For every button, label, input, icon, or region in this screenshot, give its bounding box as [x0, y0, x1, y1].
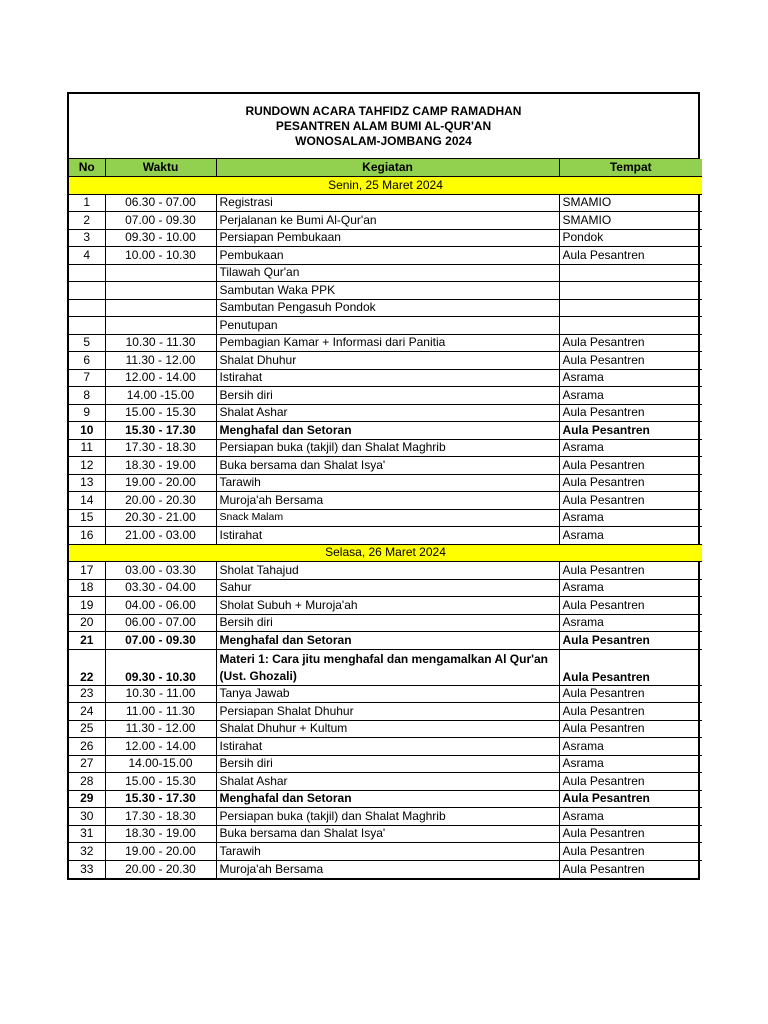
cell-waktu: 10.30 - 11.00 — [105, 685, 216, 703]
cell-no: 30 — [69, 808, 105, 826]
cell-no: 12 — [69, 457, 105, 475]
cell-no: 11 — [69, 439, 105, 457]
cell-tempat: Aula Pesantren — [559, 649, 702, 685]
cell-tempat: Aula Pesantren — [559, 404, 702, 422]
cell-waktu: 09.30 - 10.30 — [105, 649, 216, 685]
cell-kegiatan: Tarawih — [216, 843, 559, 861]
title-block — [69, 94, 698, 159]
table-row — [69, 703, 702, 721]
cell-kegiatan: Menghafal dan Setoran — [216, 790, 559, 808]
cell-waktu — [105, 264, 216, 282]
cell-tempat: Aula Pesantren — [559, 492, 702, 510]
cell-waktu: 06.30 - 07.00 — [105, 194, 216, 212]
table-row — [69, 808, 702, 826]
cell-kegiatan: Shalat Ashar — [216, 404, 559, 422]
cell-kegiatan: Sholat Tahajud — [216, 562, 559, 580]
table-row — [69, 194, 702, 212]
day-label: Selasa, 26 Maret 2024 — [69, 544, 702, 562]
cell-waktu: 11.30 - 12.00 — [105, 352, 216, 370]
cell-no: 32 — [69, 843, 105, 861]
cell-no: 9 — [69, 404, 105, 422]
cell-tempat: Aula Pesantren — [559, 422, 702, 440]
table-row — [69, 387, 702, 405]
table-row — [69, 282, 702, 300]
cell-no: 19 — [69, 597, 105, 615]
cell-waktu: 15.30 - 17.30 — [105, 790, 216, 808]
cell-tempat: Asrama — [559, 614, 702, 632]
cell-waktu: 15.00 - 15.30 — [105, 773, 216, 791]
cell-no: 25 — [69, 720, 105, 738]
cell-no: 26 — [69, 738, 105, 756]
cell-kegiatan: Tilawah Qur'an — [216, 264, 559, 282]
table-row — [69, 247, 702, 265]
cell-waktu: 03.00 - 03.30 — [105, 562, 216, 580]
table-row — [69, 597, 702, 615]
cell-no: 18 — [69, 579, 105, 597]
cell-tempat: Aula Pesantren — [559, 720, 702, 738]
cell-kegiatan: Menghafal dan Setoran — [216, 422, 559, 440]
cell-no: 4 — [69, 247, 105, 265]
cell-tempat: SMAMIO — [559, 212, 702, 230]
cell-tempat: Aula Pesantren — [559, 457, 702, 475]
cell-no: 1 — [69, 194, 105, 212]
header-no: No — [69, 159, 105, 177]
cell-kegiatan: Buka bersama dan Shalat Isya' — [216, 825, 559, 843]
cell-kegiatan: Muroja'ah Bersama — [216, 492, 559, 510]
cell-kegiatan: Bersih diri — [216, 387, 559, 405]
cell-kegiatan: Muroja'ah Bersama — [216, 860, 559, 878]
cell-waktu: 04.00 - 06.00 — [105, 597, 216, 615]
cell-no: 6 — [69, 352, 105, 370]
table-row — [69, 790, 702, 808]
cell-no: 31 — [69, 825, 105, 843]
table-row — [69, 649, 702, 685]
table-row — [69, 212, 702, 230]
cell-waktu: 12.00 - 14.00 — [105, 738, 216, 756]
cell-waktu: 20.30 - 21.00 — [105, 509, 216, 527]
table-row — [69, 562, 702, 580]
table-row — [69, 509, 702, 527]
cell-kegiatan: Istirahat — [216, 738, 559, 756]
table-row — [69, 352, 702, 370]
cell-tempat: Aula Pesantren — [559, 685, 702, 703]
cell-tempat: Aula Pesantren — [559, 597, 702, 615]
cell-tempat: Asrama — [559, 738, 702, 756]
cell-kegiatan: Pembagian Kamar + Informasi dari Panitia — [216, 334, 559, 352]
cell-waktu — [105, 299, 216, 317]
cell-no: 24 — [69, 703, 105, 721]
cell-no: 13 — [69, 474, 105, 492]
cell-no: 3 — [69, 229, 105, 247]
header-tempat: Tempat — [559, 159, 702, 177]
cell-no: 8 — [69, 387, 105, 405]
cell-waktu: 03.30 - 04.00 — [105, 579, 216, 597]
table-row — [69, 439, 702, 457]
cell-no — [69, 264, 105, 282]
cell-no: 27 — [69, 755, 105, 773]
table-row — [69, 299, 702, 317]
cell-no — [69, 317, 105, 335]
cell-tempat: Aula Pesantren — [559, 773, 702, 791]
table-row — [69, 579, 702, 597]
cell-waktu: 07.00 - 09.30 — [105, 632, 216, 650]
cell-tempat: Aula Pesantren — [559, 843, 702, 861]
cell-no: 10 — [69, 422, 105, 440]
cell-tempat: Asrama — [559, 387, 702, 405]
cell-waktu — [105, 317, 216, 335]
cell-no: 22 — [69, 649, 105, 685]
table-row — [69, 404, 702, 422]
cell-waktu: 14.00-15.00 — [105, 755, 216, 773]
cell-kegiatan: Sambutan Waka PPK — [216, 282, 559, 300]
header-waktu: Waktu — [105, 159, 216, 177]
cell-kegiatan: Snack Malam — [216, 509, 559, 527]
header-row — [69, 159, 702, 177]
cell-tempat: Aula Pesantren — [559, 474, 702, 492]
cell-no: 5 — [69, 334, 105, 352]
cell-no: 14 — [69, 492, 105, 510]
cell-waktu: 14.00 -15.00 — [105, 387, 216, 405]
cell-kegiatan: Persiapan Pembukaan — [216, 229, 559, 247]
cell-tempat — [559, 282, 702, 300]
cell-kegiatan: Persiapan buka (takjil) dan Shalat Maghrib — [216, 808, 559, 826]
cell-tempat: Aula Pesantren — [559, 352, 702, 370]
cell-no: 21 — [69, 632, 105, 650]
cell-tempat: Asrama — [559, 369, 702, 387]
cell-kegiatan: Sahur — [216, 579, 559, 597]
table-row — [69, 474, 702, 492]
cell-waktu: 09.30 - 10.00 — [105, 229, 216, 247]
cell-tempat: Asrama — [559, 439, 702, 457]
table-row — [69, 334, 702, 352]
cell-kegiatan: Bersih diri — [216, 614, 559, 632]
cell-waktu: 15.00 - 15.30 — [105, 404, 216, 422]
cell-tempat: Aula Pesantren — [559, 247, 702, 265]
day-header-row — [69, 177, 702, 195]
cell-kegiatan: Sambutan Pengasuh Pondok — [216, 299, 559, 317]
cell-no: 17 — [69, 562, 105, 580]
cell-waktu: 11.00 - 11.30 — [105, 703, 216, 721]
cell-kegiatan: Istirahat — [216, 527, 559, 545]
cell-tempat: Aula Pesantren — [559, 562, 702, 580]
cell-kegiatan: Persiapan Shalat Dhuhur — [216, 703, 559, 721]
cell-no: 7 — [69, 369, 105, 387]
cell-kegiatan: Bersih diri — [216, 755, 559, 773]
cell-waktu: 15.30 - 17.30 — [105, 422, 216, 440]
cell-kegiatan: Tarawih — [216, 474, 559, 492]
cell-waktu: 18.30 - 19.00 — [105, 457, 216, 475]
cell-tempat: Pondok — [559, 229, 702, 247]
cell-kegiatan: Shalat Dhuhur + Kultum — [216, 720, 559, 738]
cell-tempat — [559, 317, 702, 335]
cell-tempat: Aula Pesantren — [559, 825, 702, 843]
cell-kegiatan: Shalat Dhuhur — [216, 352, 559, 370]
cell-tempat — [559, 299, 702, 317]
title-line-2: PESANTREN ALAM BUMI AL-QUR'AN — [275, 118, 492, 133]
table-row — [69, 317, 702, 335]
title-line-3: WONOSALAM-JOMBANG 2024 — [295, 133, 472, 148]
cell-no — [69, 282, 105, 300]
cell-waktu: 12.00 - 14.00 — [105, 369, 216, 387]
cell-waktu: 06.00 - 07.00 — [105, 614, 216, 632]
cell-waktu: 20.00 - 20.30 — [105, 860, 216, 878]
cell-kegiatan: Buka bersama dan Shalat Isya' — [216, 457, 559, 475]
cell-tempat: Aula Pesantren — [559, 632, 702, 650]
header-kegiatan: Kegiatan — [216, 159, 559, 177]
cell-kegiatan: Menghafal dan Setoran — [216, 632, 559, 650]
cell-no: 28 — [69, 773, 105, 791]
cell-waktu: 17.30 - 18.30 — [105, 808, 216, 826]
table-row — [69, 720, 702, 738]
rundown-sheet — [67, 92, 700, 880]
cell-tempat: Asrama — [559, 527, 702, 545]
table-row — [69, 685, 702, 703]
cell-waktu: 21.00 - 03.00 — [105, 527, 216, 545]
cell-tempat: Aula Pesantren — [559, 790, 702, 808]
schedule-table — [69, 159, 702, 878]
cell-waktu: 18.30 - 19.00 — [105, 825, 216, 843]
cell-waktu: 19.00 - 20.00 — [105, 843, 216, 861]
cell-tempat: Asrama — [559, 579, 702, 597]
cell-tempat: Aula Pesantren — [559, 703, 702, 721]
cell-kegiatan: Sholat Subuh + Muroja'ah — [216, 597, 559, 615]
table-row — [69, 422, 702, 440]
title-line-1: RUNDOWN ACARA TAHFIDZ CAMP RAMADHAN — [245, 103, 522, 118]
table-row — [69, 614, 702, 632]
cell-kegiatan: Tanya Jawab — [216, 685, 559, 703]
cell-kegiatan: Persiapan buka (takjil) dan Shalat Maghrib — [216, 439, 559, 457]
table-row — [69, 457, 702, 475]
cell-kegiatan: Pembukaan — [216, 247, 559, 265]
cell-kegiatan: Perjalanan ke Bumi Al-Qur'an — [216, 212, 559, 230]
cell-tempat: Asrama — [559, 808, 702, 826]
table-row — [69, 825, 702, 843]
cell-tempat: Asrama — [559, 755, 702, 773]
table-row — [69, 492, 702, 510]
cell-waktu: 07.00 - 09.30 — [105, 212, 216, 230]
cell-no: 23 — [69, 685, 105, 703]
table-row — [69, 369, 702, 387]
cell-kegiatan: Shalat Ashar — [216, 773, 559, 791]
cell-no: 16 — [69, 527, 105, 545]
table-row — [69, 264, 702, 282]
cell-kegiatan: Registrasi — [216, 194, 559, 212]
table-row — [69, 843, 702, 861]
cell-no: 33 — [69, 860, 105, 878]
cell-kegiatan: Istirahat — [216, 369, 559, 387]
cell-waktu: 10.30 - 11.30 — [105, 334, 216, 352]
cell-waktu: 20.00 - 20.30 — [105, 492, 216, 510]
cell-kegiatan: Penutupan — [216, 317, 559, 335]
cell-waktu: 17.30 - 18.30 — [105, 439, 216, 457]
cell-tempat: Aula Pesantren — [559, 860, 702, 878]
cell-waktu: 11.30 - 12.00 — [105, 720, 216, 738]
table-row — [69, 632, 702, 650]
cell-no: 2 — [69, 212, 105, 230]
table-row — [69, 755, 702, 773]
table-row — [69, 229, 702, 247]
cell-no: 15 — [69, 509, 105, 527]
cell-waktu: 10.00 - 10.30 — [105, 247, 216, 265]
table-row — [69, 860, 702, 878]
cell-tempat: Asrama — [559, 509, 702, 527]
day-label: Senin, 25 Maret 2024 — [69, 177, 702, 195]
day-header-row — [69, 544, 702, 562]
schedule-body — [69, 177, 702, 878]
cell-waktu: 19.00 - 20.00 — [105, 474, 216, 492]
cell-tempat: Aula Pesantren — [559, 334, 702, 352]
cell-waktu — [105, 282, 216, 300]
cell-kegiatan: Materi 1: Cara jitu menghafal dan mengamalkan Al Qur'an (Ust. Ghozali) — [216, 649, 559, 685]
table-row — [69, 773, 702, 791]
table-row — [69, 527, 702, 545]
cell-no: 29 — [69, 790, 105, 808]
cell-tempat — [559, 264, 702, 282]
cell-no: 20 — [69, 614, 105, 632]
cell-no — [69, 299, 105, 317]
cell-tempat: SMAMIO — [559, 194, 702, 212]
table-row — [69, 738, 702, 756]
